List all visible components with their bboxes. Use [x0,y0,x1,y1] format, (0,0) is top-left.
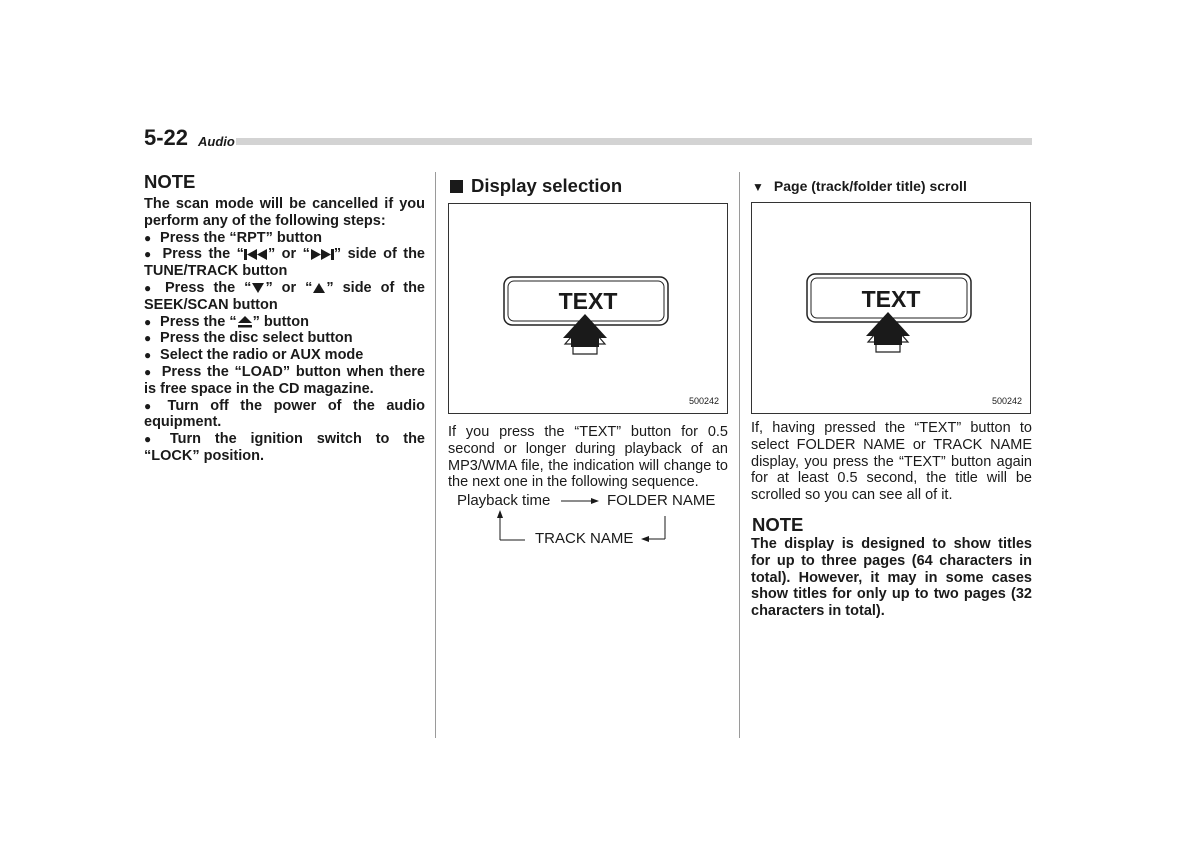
section-heading: Display selection [450,175,622,197]
bullet-icon: ● [144,364,152,379]
figure-id: 500242 [688,396,719,406]
bullet-icon: ● [144,398,152,413]
list-item: ● Select the radio or AUX mode [144,347,364,364]
paragraph: If you press the “TEXT” button for 0.5 second or longer during playback of an MP3/WMA file, the indication will change to the next one in the following sequence. [448,424,728,491]
page-number: 5-22 [144,125,189,150]
figure-text-button [448,203,728,414]
bullet-icon: ● [144,348,152,363]
previous-track-icon [244,248,268,261]
sequence-item: TRACK NAME [535,530,634,547]
button-label: TEXT [861,286,921,312]
next-track-icon [310,248,334,261]
list-item: ● Press the “RPT” button [144,229,322,246]
section-name: Audio [198,134,235,149]
note-intro: The scan mode will be cancelled if you perform any of the following steps: [144,196,425,229]
figure-id: 500242 [991,396,1022,406]
note-body: The display is designed to show titles for up to three pages (64 characters in total). However, it may in some cases show titles for only up to two pages (32 characters in total). [751,536,1032,620]
button-label: TEXT [558,288,618,314]
note-heading: NOTE [752,514,804,535]
note-heading: NOTE [144,171,196,192]
down-triangle-icon [251,282,265,294]
bullet-icon: ● [144,432,152,447]
eject-icon [237,315,253,328]
list-item: ● Press the “ ” or “ ” side of the SEEK/SCAN button [144,279,426,313]
header-rule [236,138,1032,145]
note-block [144,171,425,465]
up-triangle-icon [312,282,326,294]
paragraph: If, having pressed the “TEXT” button to select FOLDER NAME or TRACK NAME display, you press the “TEXT” button again for at least 0.5 second, the title will be scrolled so you can see all of it. [751,420,1032,504]
bullet-icon: ● [144,247,152,262]
bullet-icon: ● [144,331,152,346]
sequence-item: Playback time [457,492,551,509]
list-item: ● Press the “ ” button [144,313,309,330]
list-item: ● Press the disc select button [144,330,353,347]
subheading: ▼ Page (track/folder title) scroll [752,178,967,194]
list-item: ● Press the “LOAD” button when there is free space in the CD magazine. [144,363,425,397]
sequence-item: FOLDER NAME [607,492,716,509]
list-item: ● Press the “ ” or “ ” side of the TUNE/TRACK button [144,246,426,280]
bullet-icon: ● [144,280,152,295]
sequence-diagram [448,488,733,550]
bullet-icon: ● [144,230,152,245]
down-triangle-icon: ▼ [752,180,764,194]
list-item: ● Turn the ignition switch to the “LOCK” position. [144,431,425,464]
figure-text-button [751,202,1031,414]
column-divider [435,172,436,738]
column-divider [739,172,740,738]
square-bullet-icon [450,180,463,193]
bullet-icon: ● [144,314,152,329]
list-item: ● Turn off the power of the audio equipment. [144,397,426,431]
